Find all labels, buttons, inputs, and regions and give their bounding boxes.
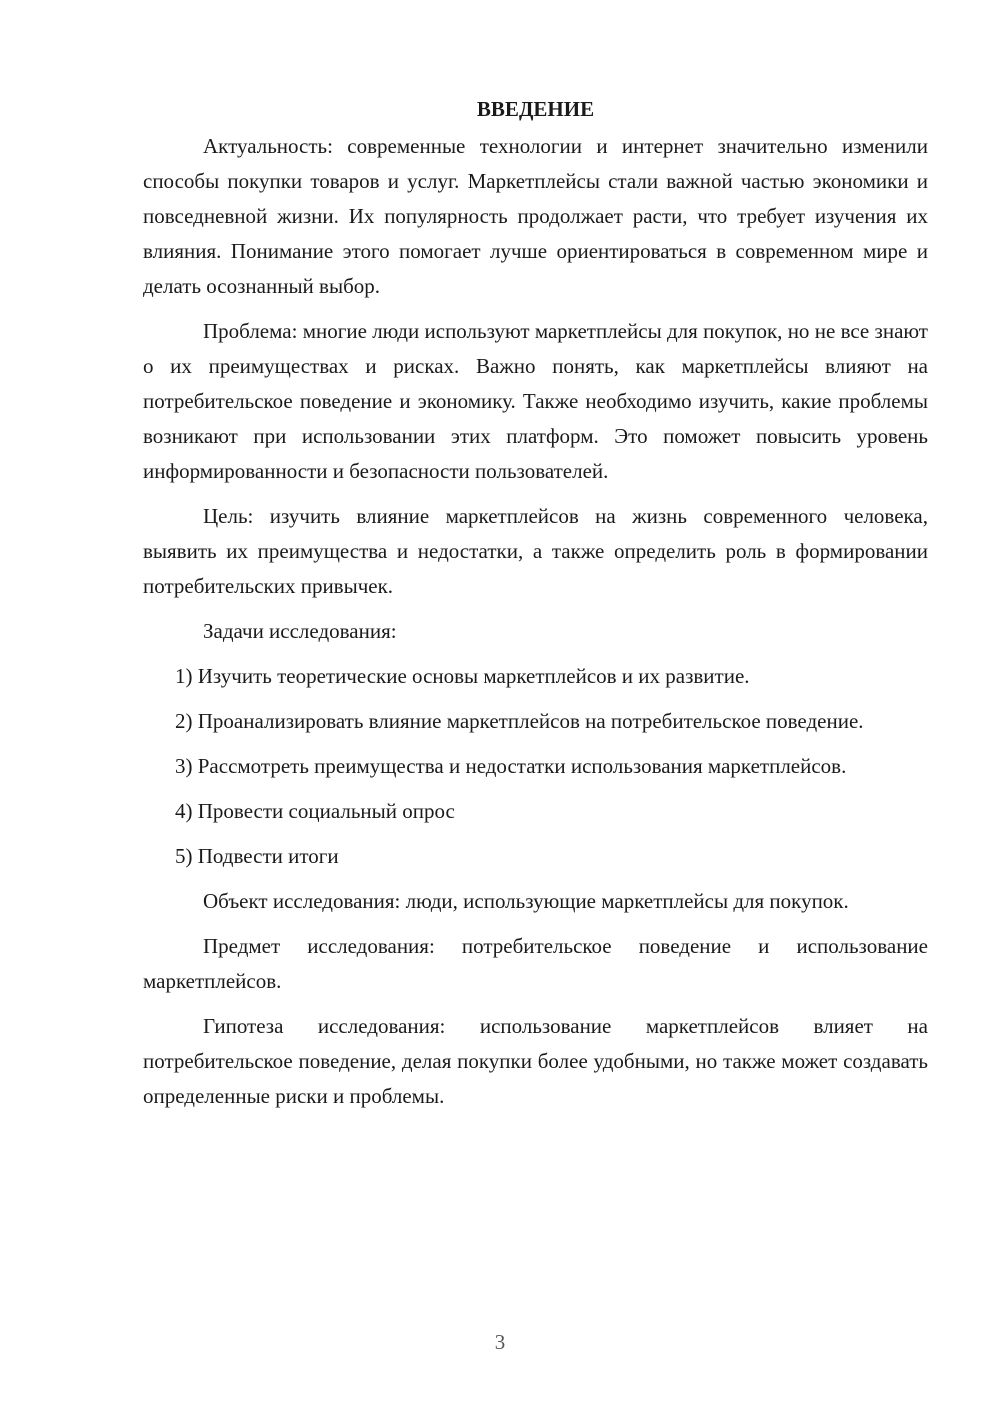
page-title: ВВЕДЕНИЕ	[476, 97, 595, 121]
paragraph-object: Объект исследования: люди, использующие маркетплейсы для покупок.	[203, 889, 849, 913]
paragraph-tasks-heading: Задачи исследования:	[203, 619, 397, 643]
paragraph-problem: Проблема: многие люди используют маркетплейсы для покупок, но не все знают о их преимуществах и рисках. Важно понять, как маркетплейсы влияют на потребительское поведение и экономику. Также необходимо изучить, какие проблемы возникают при использовании этих платформ. Это поможет повысить уровень информированности и безопасности пользователей.	[143, 319, 928, 483]
list-item: 1) Изучить теоретические основы маркетплейсов и их развитие.	[175, 664, 750, 688]
paragraph-relevance: Актуальность: современные технологии и интернет значительно изменили способы покупки товаров и услуг. Маркетплейсы стали важной частью экономики и повседневной жизни. Их популярность продолжает расти, что требует изучения их влияния. Понимание этого помогает лучше ориентироваться в современном мире и делать осознанный выбор.	[143, 134, 928, 298]
paragraph-goal: Цель: изучить влияние маркетплейсов на жизнь современного человека, выявить их преимущества и недостатки, а также определить роль в формировании потребительских привычек.	[143, 504, 928, 598]
list-item: 3) Рассмотреть преимущества и недостатки использования маркетплейсов.	[175, 754, 847, 778]
list-item: 2) Проанализировать влияние маркетплейсов на потребительское поведение.	[175, 709, 864, 733]
paragraph-hypothesis: Гипотеза исследования: использование маркетплейсов влияет на потребительское поведение, делая покупки более удобными, но также может создавать определенные риски и проблемы.	[143, 1014, 928, 1108]
page-number: 3	[494, 1330, 506, 1354]
paragraph-subject: Предмет исследования: потребительское поведение и использование маркетплейсов.	[143, 934, 928, 993]
list-item: 4) Провести социальный опрос	[175, 799, 455, 823]
list-item: 5) Подвести итоги	[175, 844, 339, 868]
document-page	[143, 92, 928, 1124]
